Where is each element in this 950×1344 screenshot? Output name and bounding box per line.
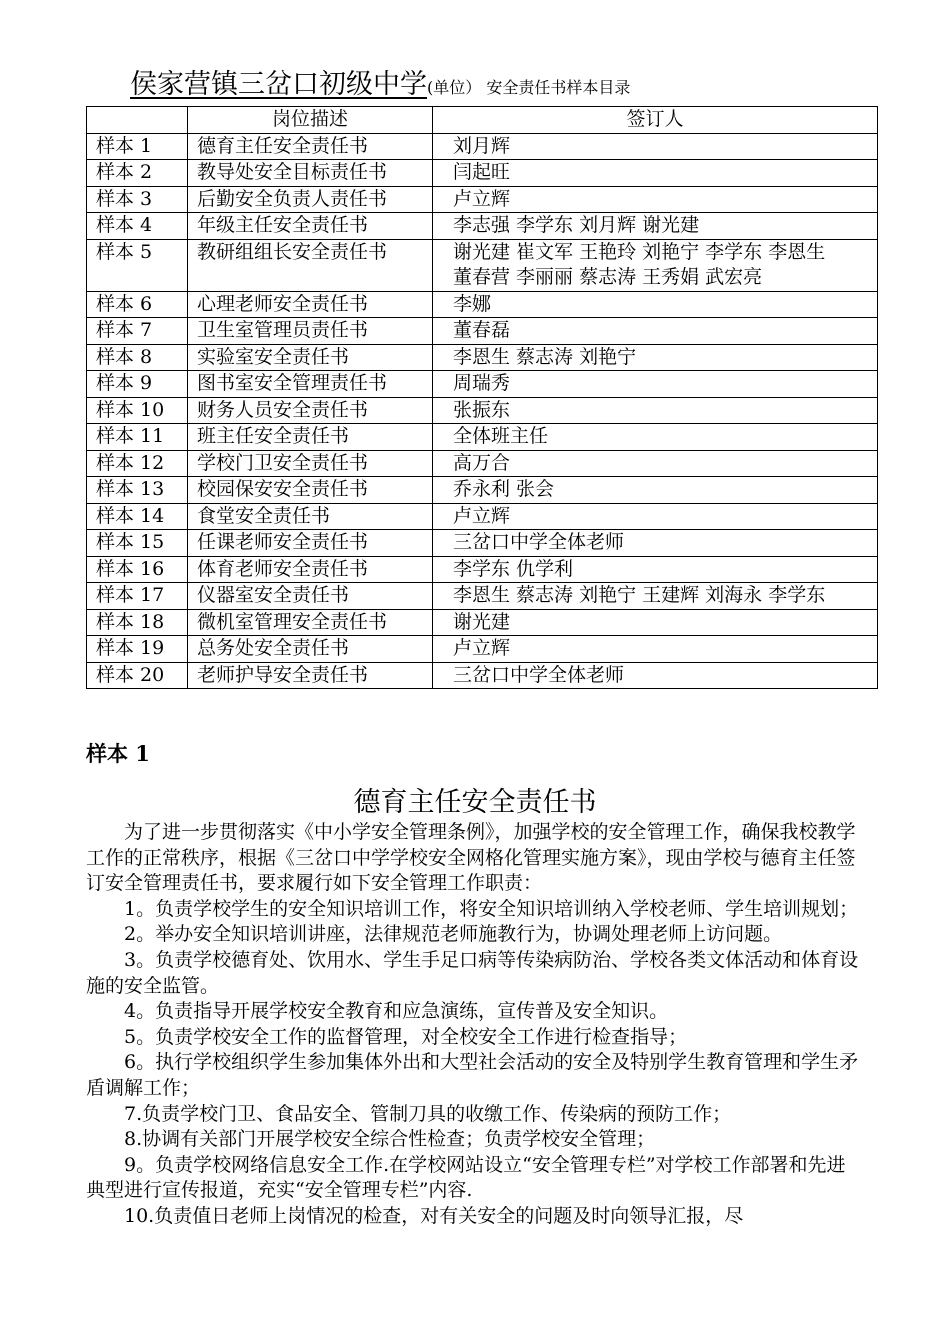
sample-cell: 样本 2 (87, 160, 188, 187)
table-row (87, 450, 878, 477)
signers-cell: 卢立辉 (433, 636, 878, 663)
signers-cell: 闫起旺 (433, 160, 878, 187)
table-row (87, 609, 878, 636)
paragraph: 9。负责学校网络信息安全工作.在学校网站设立“安全管理专栏”对学校工作部署和先进典型进行宣传报道，充实“安全管理专栏”内容. (86, 1153, 846, 1202)
table-row (87, 583, 878, 610)
table-row (87, 477, 878, 504)
paragraph: 为了进一步贯彻落实《中小学安全管理条例》，加强学校的安全管理工作，确保我校教学工作的正常秩序，根据《三岔口中学学校安全网格化管理实施方案》，现由学校与德育主任签订安全管理责任书，要求履行如下安全管理工作职责： (86, 821, 856, 895)
sample-cell: 样本 7 (87, 318, 188, 345)
desc-cell: 食堂安全责任书 (188, 503, 433, 530)
table-row (87, 503, 878, 530)
signers-cell: 乔永利 张会 (433, 477, 878, 504)
signers-cell: 李学东 仇学利 (433, 556, 878, 583)
directory-header (130, 62, 630, 101)
school-name: 侯家营镇三岔口初级中学 (130, 69, 427, 100)
table-row (87, 397, 878, 424)
directory-title: 安全责任书样本目录 (486, 78, 631, 97)
signers-cell: 李恩生 蔡志涛 刘艳宁 王建辉 刘海永 李学东 (433, 583, 878, 610)
sample-cell: 样本 20 (87, 662, 188, 689)
signers-cell: 李志强 李学东 刘月辉 谢光建 (433, 213, 878, 240)
table-row (87, 344, 878, 371)
sample-cell: 样本 9 (87, 371, 188, 398)
sample-cell: 样本 18 (87, 609, 188, 636)
table-row (87, 318, 878, 345)
sample-cell: 样本 10 (87, 397, 188, 424)
paragraph: 7.负责学校门卫、食品安全、管制刀具的收缴工作、传染病的预防工作； (124, 1102, 732, 1125)
desc-cell: 总务处安全责任书 (188, 636, 433, 663)
paragraph: 5。负责学校安全工作的监督管理，对全校安全工作进行检查指导； (124, 1025, 688, 1048)
desc-cell: 卫生室管理员责任书 (188, 318, 433, 345)
paragraph: 3。负责学校德育处、饮用水、学生手足口病等传染病防治、学校各类文体活动和体育设施的安全监管。 (86, 948, 859, 997)
signers-cell: 董春磊 (433, 318, 878, 345)
signers-cell: 李娜 (433, 291, 878, 318)
signers-cell: 刘月辉 (433, 133, 878, 160)
signers-cell: 张振东 (433, 397, 878, 424)
desc-cell: 实验室安全责任书 (188, 344, 433, 371)
sample-cell: 样本 17 (87, 583, 188, 610)
table-row (87, 371, 878, 398)
desc-cell: 教研组组长安全责任书 (188, 239, 433, 291)
table-row (87, 213, 878, 240)
sample-cell: 样本 16 (87, 556, 188, 583)
table-header-row (87, 107, 878, 134)
table-row (87, 239, 878, 291)
header-signers: 签订人 (433, 107, 878, 134)
desc-cell: 班主任安全责任书 (188, 424, 433, 451)
sample-cell: 样本 11 (87, 424, 188, 451)
sample-cell: 样本 13 (87, 477, 188, 504)
table-row (87, 636, 878, 663)
signers-cell: 卢立辉 (433, 186, 878, 213)
sample-label: 样本 1 (86, 741, 150, 766)
table-row (87, 530, 878, 557)
signers-cell: 三岔口中学全体老师 (433, 530, 878, 557)
desc-cell: 后勤安全负责人责任书 (188, 186, 433, 213)
document-title: 德育主任安全责任书 (353, 787, 597, 818)
table-row (87, 186, 878, 213)
desc-cell: 年级主任安全责任书 (188, 213, 433, 240)
paragraph: 4。负责指导开展学校安全教育和应急演练，宣传普及安全知识。 (124, 1000, 669, 1023)
sample-cell: 样本 14 (87, 503, 188, 530)
desc-cell: 任课老师安全责任书 (188, 530, 433, 557)
header-position: 岗位描述 (188, 107, 433, 134)
desc-cell: 教导处安全目标责任书 (188, 160, 433, 187)
signers-cell: 谢光建 崔文军 王艳玲 刘艳宁 李学东 李恩生 董春营 李丽丽 蔡志涛 王秀娟 武宏亮 (433, 239, 878, 291)
signers-cell: 周瑞秀 (433, 371, 878, 398)
signers-cell: 卢立辉 (433, 503, 878, 530)
sample-cell: 样本 8 (87, 344, 188, 371)
sample-cell: 样本 6 (87, 291, 188, 318)
paragraph: 8.协调有关部门开展学校安全综合性检查；负责学校安全管理； (124, 1128, 656, 1151)
table-row (87, 424, 878, 451)
table-row (87, 662, 878, 689)
header-sample (87, 107, 188, 134)
table-row (87, 133, 878, 160)
signers-cell: 高万合 (433, 450, 878, 477)
paragraph: 6。执行学校组织学生参加集体外出和大型社会活动的安全及特别学生教育管理和学生矛盾调解工作； (86, 1051, 859, 1099)
signers-cell: 三岔口中学全体老师 (433, 662, 878, 689)
document-body (86, 820, 864, 1230)
signers-cell: 全体班主任 (433, 424, 878, 451)
desc-cell: 德育主任安全责任书 (188, 133, 433, 160)
paragraph: 1。负责学校学生的安全知识培训工作，将安全知识培训纳入学校老师、学生培训规划； (124, 897, 859, 920)
table-row (87, 291, 878, 318)
sample-cell: 样本 1 (87, 133, 188, 160)
sample-cell: 样本 4 (87, 213, 188, 240)
table-row (87, 556, 878, 583)
signers-cell: 李恩生 蔡志涛 刘艳宁 (433, 344, 878, 371)
desc-cell: 财务人员安全责任书 (188, 397, 433, 424)
desc-cell: 图书室安全管理责任书 (188, 371, 433, 398)
sample-cell: 样本 3 (87, 186, 188, 213)
sample-cell: 样本 12 (87, 450, 188, 477)
desc-cell: 学校门卫安全责任书 (188, 450, 433, 477)
sample-cell: 样本 19 (87, 636, 188, 663)
signers-cell: 谢光建 (433, 609, 878, 636)
desc-cell: 老师护导安全责任书 (188, 662, 433, 689)
unit-note: (单位） (427, 78, 482, 97)
sample-cell: 样本 15 (87, 530, 188, 557)
desc-cell: 微机室管理安全责任书 (188, 609, 433, 636)
paragraph: 2。举办安全知识培训讲座，法律规范老师施教行为，协调处理老师上访问题。 (124, 923, 783, 946)
desc-cell: 体育老师安全责任书 (188, 556, 433, 583)
table-row (87, 160, 878, 187)
paragraph: 10.负责值日老师上岗情况的检查，对有关安全的问题及时向领导汇报，尽 (124, 1204, 744, 1227)
directory-table (86, 106, 878, 689)
sample-cell: 样本 5 (87, 239, 188, 291)
desc-cell: 心理老师安全责任书 (188, 291, 433, 318)
desc-cell: 仪器室安全责任书 (188, 583, 433, 610)
desc-cell: 校园保安安全责任书 (188, 477, 433, 504)
